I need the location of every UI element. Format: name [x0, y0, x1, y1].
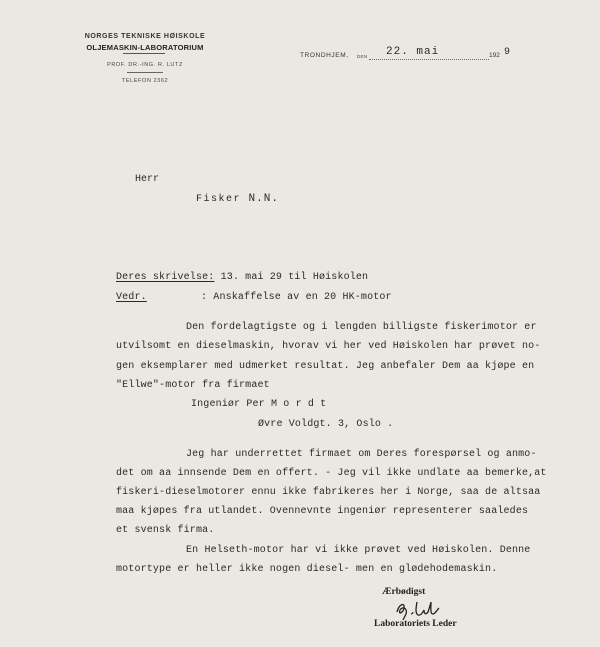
date-value: 22. mai — [386, 46, 440, 58]
letterhead-department: OLJEMASKIN-LABORATORIUM — [86, 43, 204, 52]
body-line: utvilsomt en dieselmaskin, hvorav vi her ved Høiskolen har prøvet no- — [116, 341, 541, 352]
letterhead-telephone: TELEFON 2362 — [121, 78, 169, 84]
subject-value: : Anskaffelse av en 20 HK-motor — [201, 292, 392, 303]
body-line: gen eksemplarer med udmerket resultat. Jeg anbefaler Dem aa kjøpe en — [116, 361, 535, 372]
recipient-name: N.N. — [248, 193, 279, 205]
date-city: TRONDHJEM, — [300, 52, 349, 59]
body-line: et svensk firma. — [116, 525, 215, 536]
recipient-line — [196, 193, 279, 205]
body-line: fiskeri-dieselmotorer ennu ikke fabrikeres her i Norge, saa de altsaa — [116, 487, 541, 498]
letterhead-divider — [127, 72, 163, 73]
reference-value: 13. mai 29 til Høiskolen — [220, 272, 369, 283]
date-year-suffix: 9 — [504, 47, 511, 58]
body-line: Den fordelagtigste og i lengden billigste fiskerimotor er — [186, 322, 537, 333]
signature-text: R. Lutz — [393, 598, 398, 599]
reference-line — [116, 272, 368, 283]
recipient-title: Fisker — [196, 194, 242, 205]
date-dotted-line — [369, 59, 489, 60]
body-line: maa kjøpes fra utlandet. Ovennevnte ingeniør representerer saaledes — [116, 506, 529, 517]
contact-name: Ingeniør Per M o r d t — [191, 399, 327, 410]
body-line: "Ellwe"-motor fra firmaet — [116, 380, 270, 391]
reference-label: Deres skrivelse: — [116, 272, 215, 283]
recipient-salutation: Herr — [135, 174, 160, 185]
closing-title: Laboratoriets Leder — [374, 619, 457, 629]
contact-address: Øvre Voldgt. 3, Oslo . — [258, 419, 394, 430]
subject-label: Vedr. — [116, 292, 147, 303]
body-line: Jeg har underrettet firmaet om Deres forespørsel og anmo- — [186, 449, 537, 460]
date-year-prefix: 192 — [489, 52, 500, 59]
letterhead-institution: NORGES TEKNISKE HØISKOLE — [84, 33, 206, 40]
letterhead-divider — [123, 53, 165, 54]
body-line: det om aa innsende Dem en offert. - Jeg vil ikke undlate aa bemerke,at — [116, 468, 547, 479]
closing-greeting: Ærbødigst — [382, 587, 426, 597]
letterhead-professor: PROF. DR.-ING. R. LUTZ — [107, 62, 183, 68]
body-line: En Helseth-motor har vi ikke prøvet ved Høiskolen. Denne — [186, 545, 531, 556]
date-den: DEN — [357, 54, 368, 59]
body-line: motortype er heller ikke nogen diesel- men en glødehodemaskin. — [116, 564, 498, 575]
subject-line — [116, 292, 147, 303]
